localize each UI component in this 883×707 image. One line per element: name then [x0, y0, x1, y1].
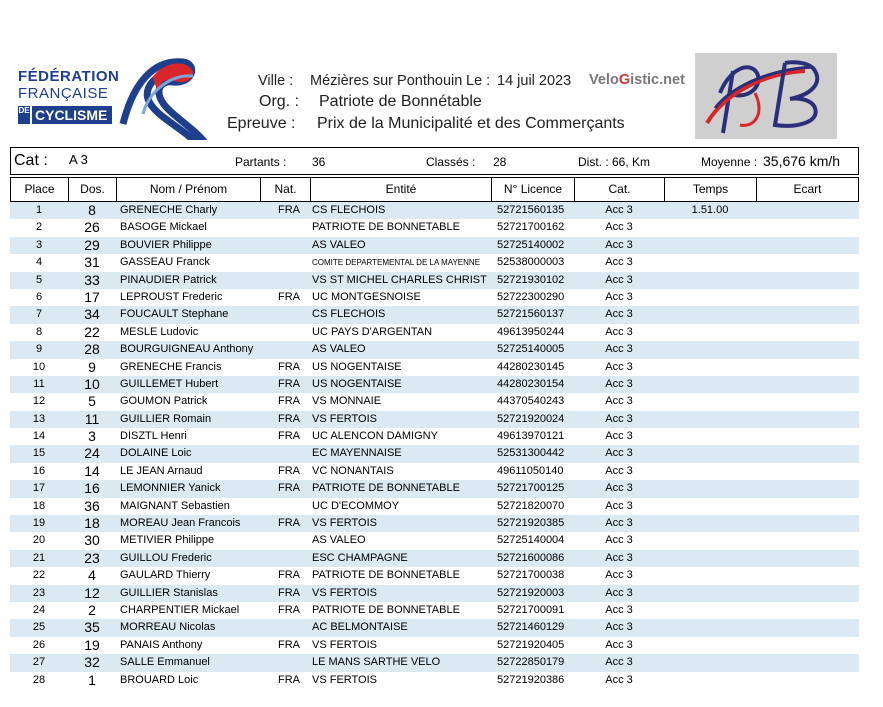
cell-entite: VC NONANTAIS: [312, 464, 394, 477]
cell-licence: 49613970121: [497, 430, 565, 443]
cell-place: 24: [32, 603, 46, 616]
cell-cat: Acc 3: [605, 499, 633, 512]
cell-dos: 16: [84, 480, 100, 497]
cell-dos: 19: [84, 636, 100, 653]
cell-dos: 36: [84, 497, 100, 514]
cell-dos: 32: [84, 654, 100, 671]
cell-place: 3: [35, 238, 43, 251]
table-row: [10, 654, 859, 671]
cell-nat: FRA: [278, 464, 300, 477]
cell-place: 13: [32, 412, 46, 425]
cell-dos: 14: [84, 462, 100, 479]
cell-dos: 8: [88, 202, 96, 218]
col-place: Place: [11, 178, 69, 201]
cell-place: 6: [35, 290, 43, 303]
cell-place: 2: [35, 221, 43, 234]
table-row: [10, 619, 859, 636]
cell-nat: FRA: [278, 517, 300, 530]
cell-licence: 52721600086: [497, 551, 565, 564]
table-row: [10, 411, 859, 428]
table-row: [10, 237, 859, 254]
cell-licence: 52721920405: [497, 638, 565, 651]
table-row: [10, 202, 859, 219]
table-row: [10, 602, 859, 619]
col-licence: N° Licence: [492, 178, 575, 201]
cell-place: 27: [32, 656, 46, 669]
cell-nom: GRENECHE Francis: [120, 360, 222, 373]
cell-place: 7: [35, 308, 43, 321]
cell-entite: AS VALEO: [312, 343, 366, 356]
cell-entite: COMITE DEPARTEMENTAL DE LA MAYENNE: [312, 258, 481, 268]
cell-place: 12: [32, 395, 46, 408]
table-row: [10, 445, 859, 462]
cell-dos: 2: [88, 601, 96, 618]
cell-nat: FRA: [278, 204, 300, 216]
cell-licence: 52721560137: [497, 308, 565, 321]
cell-licence: 49613950244: [497, 325, 565, 338]
cell-nom: METIVIER Philippe: [120, 534, 215, 547]
cell-licence: 52721920003: [497, 586, 565, 599]
cell-entite: VS MONNAIE: [312, 395, 382, 408]
cell-cat: Acc 3: [605, 360, 633, 373]
cell-cat: Acc 3: [605, 325, 633, 338]
cat-label: Cat :: [14, 152, 48, 169]
cell-nom: GUILLIER Romain: [120, 412, 212, 425]
cell-place: 14: [32, 430, 46, 443]
cell-cat: Acc 3: [605, 464, 633, 477]
cell-nat: FRA: [278, 430, 300, 443]
cell-cat: Acc 3: [605, 377, 633, 390]
col-nom: Nom / Prénom: [117, 178, 261, 201]
cell-place: 9: [35, 343, 43, 356]
cell-place: 18: [32, 499, 46, 512]
ffc-logo-line3: CYCLISME: [32, 106, 112, 124]
cell-nom: SALLE Emmanuel: [120, 656, 210, 669]
cell-dos: 26: [84, 219, 100, 236]
cell-place: 5: [35, 273, 43, 286]
table-row: [10, 515, 859, 532]
cell-cat: Acc 3: [605, 656, 633, 669]
date-label: Le :: [466, 73, 491, 89]
cell-cat: Acc 3: [605, 395, 633, 408]
cell-dos: 31: [84, 254, 100, 271]
classes-label: Classés :: [426, 155, 476, 169]
cell-entite: UC D'ECOMMOY: [312, 499, 400, 512]
cell-entite: LE MANS SARTHE VELO: [312, 656, 441, 669]
table-row: [10, 463, 859, 480]
cell-nat: FRA: [278, 586, 300, 599]
table-row: [10, 376, 859, 393]
classes-value: 28: [493, 155, 507, 169]
cell-cat: Acc 3: [605, 290, 633, 303]
cell-dos: 34: [84, 306, 100, 323]
cell-dos: 1: [88, 671, 96, 688]
cell-dos: 29: [84, 236, 100, 253]
cell-nat: FRA: [278, 603, 300, 616]
table-row: [10, 324, 859, 341]
cell-licence: 52722300290: [497, 290, 565, 303]
cell-nat: FRA: [278, 290, 300, 303]
cell-nom: MORREAU Nicolas: [120, 621, 216, 634]
cell-dos: 11: [84, 410, 100, 427]
cell-nom: LEPROUST Frederic: [120, 290, 223, 303]
cell-licence: 52538000003: [497, 256, 565, 269]
table-row: [10, 567, 859, 584]
cell-nat: FRA: [278, 638, 300, 651]
cell-cat: Acc 3: [605, 551, 633, 564]
cell-entite: UC MONTGESNOISE: [312, 290, 421, 303]
partants-label: Partants :: [235, 155, 287, 169]
cell-entite: CS FLECHOIS: [312, 308, 386, 321]
cell-entite: VS FERTOIS: [312, 638, 378, 651]
cell-dos: 10: [84, 375, 100, 392]
cell-nom: BROUARD Loic: [120, 673, 199, 686]
col-ecart: Ecart: [793, 182, 822, 196]
cell-entite: US NOGENTAISE: [312, 377, 402, 390]
cell-place: 11: [33, 377, 45, 390]
cell-nom: GOUMON Patrick: [120, 395, 208, 408]
table-row: [10, 306, 859, 323]
table-row: [10, 219, 859, 236]
cell-cat: Acc 3: [605, 621, 633, 634]
cell-licence: 52721920385: [497, 517, 565, 530]
cell-cat: Acc 3: [605, 308, 633, 321]
table-row: [10, 637, 859, 654]
cell-nat: FRA: [278, 377, 300, 390]
col-entite: Entité: [311, 178, 492, 201]
cell-entite: VS ST MICHEL CHARLES CHRIST: [312, 273, 487, 286]
cell-nat: FRA: [278, 395, 300, 408]
cell-dos: 17: [84, 288, 100, 305]
cell-place: 26: [32, 638, 46, 651]
date-value: 14 juil 2023: [497, 73, 572, 89]
cell-nom: MESLE Ludovic: [120, 325, 199, 338]
cell-licence: 52721460129: [497, 621, 565, 634]
moyenne-value: 35,676 km/h: [763, 153, 841, 169]
cell-place: 17: [32, 482, 46, 495]
cell-entite: AS VALEO: [312, 534, 366, 547]
cell-cat: Acc 3: [605, 586, 633, 599]
table-row: [10, 428, 859, 445]
table-row: [10, 289, 859, 306]
cell-licence: 52725140004: [497, 534, 565, 547]
cell-licence: 52721700091: [497, 603, 565, 616]
cell-place: 22: [32, 569, 46, 582]
table-row: [10, 480, 859, 497]
cell-entite: VS FERTOIS: [312, 586, 378, 599]
cell-nat: FRA: [278, 482, 300, 495]
epreuve-label: Epreuve :: [227, 115, 296, 132]
cell-place: 19: [32, 517, 46, 530]
cell-entite: CS FLECHOIS: [312, 204, 386, 216]
org-label: Org. :: [259, 93, 300, 110]
table-row: [10, 585, 859, 602]
cell-cat: Acc 3: [605, 204, 633, 216]
table-row: [10, 341, 859, 358]
cell-nom: GUILLIER Stanislas: [120, 586, 218, 599]
table-row: [10, 498, 859, 515]
cell-dos: 12: [84, 584, 100, 601]
cell-entite: AS VALEO: [312, 238, 366, 251]
cell-licence: 52721700038: [497, 569, 565, 582]
cell-dos: 4: [88, 567, 96, 584]
cell-cat: Acc 3: [605, 412, 633, 425]
cell-nat: FRA: [278, 360, 300, 373]
cell-dos: 18: [84, 515, 100, 532]
cell-nom: FOUCAULT Stephane: [120, 308, 229, 321]
cell-place: 25: [32, 621, 46, 634]
cell-place: 8: [35, 325, 43, 338]
cell-licence: 52725140002: [497, 238, 565, 251]
col-nat: Nat.: [261, 178, 311, 201]
cell-cat: Acc 3: [605, 482, 633, 495]
cell-nom: LEMONNIER Yanick: [120, 482, 221, 495]
cell-entite: UC ALENCON DAMIGNY: [312, 430, 438, 443]
cell-licence: 52721700125: [497, 482, 565, 495]
cell-cat: Acc 3: [605, 673, 633, 686]
cell-cat: Acc 3: [605, 569, 633, 582]
cell-nom: BOURGUIGNEAU Anthony: [120, 343, 254, 356]
cell-entite: PATRIOTE DE BONNETABLE: [312, 221, 460, 234]
cell-place: 10: [32, 360, 46, 373]
cell-cat: Acc 3: [605, 221, 633, 234]
ffc-logo: [18, 54, 208, 140]
cell-licence: 52721820070: [497, 499, 565, 512]
cell-nom: CHARPENTIER Mickael: [120, 603, 240, 616]
results-table-header: [10, 177, 859, 202]
cell-dos: 3: [88, 428, 96, 445]
cell-cat: Acc 3: [605, 343, 633, 356]
cell-entite: EC MAYENNAISE: [312, 447, 402, 460]
ffc-swirl-icon: [113, 54, 208, 140]
cell-nom: MOREAU Jean Francois: [120, 517, 241, 530]
cell-nom: GAULARD Thierry: [120, 569, 211, 582]
cell-entite: PATRIOTE DE BONNETABLE: [312, 603, 460, 616]
cell-entite: PATRIOTE DE BONNETABLE: [312, 482, 460, 495]
club-logo-icon: [695, 53, 837, 139]
cell-dos: 24: [84, 445, 100, 462]
cell-cat: Acc 3: [605, 517, 633, 530]
cell-dos: 35: [84, 619, 100, 636]
cell-cat: Acc 3: [605, 603, 633, 616]
cell-entite: PATRIOTE DE BONNETABLE: [312, 569, 460, 582]
table-row: [10, 532, 859, 549]
cell-cat: Acc 3: [605, 534, 633, 547]
cell-entite: VS FERTOIS: [312, 517, 378, 530]
cell-dos: 9: [88, 358, 96, 375]
cell-entite: VS FERTOIS: [312, 673, 378, 686]
cell-nom: BOUVIER Philippe: [120, 238, 212, 251]
cell-entite: VS FERTOIS: [312, 412, 378, 425]
cell-licence: 52531300442: [497, 447, 565, 460]
cell-cat: Acc 3: [605, 430, 633, 443]
cell-licence: 44370540243: [497, 395, 565, 408]
cell-nom: MAIGNANT Sebastien: [120, 499, 230, 512]
velogistic-brand: VeloGistic.net: [589, 72, 685, 88]
club-logo: [695, 53, 837, 139]
cell-nom: BASOGE Mickael: [120, 221, 207, 234]
cell-dos: 28: [84, 341, 100, 358]
cell-dos: 30: [84, 532, 100, 549]
cell-dos: 5: [88, 393, 96, 410]
results-table-body: [10, 202, 859, 689]
distance-label: Dist. : 66, Km: [578, 155, 651, 169]
cell-entite: US NOGENTAISE: [312, 360, 402, 373]
cell-entite: ESC CHAMPAGNE: [312, 551, 408, 564]
cell-place: 20: [32, 534, 46, 547]
cell-temps: 1.51.00: [691, 204, 729, 216]
cell-nom: GRENECHE Charly: [120, 204, 218, 216]
col-temps: Temps: [665, 178, 757, 201]
cell-entite: UC PAYS D'ARGENTAN: [312, 325, 433, 338]
cell-dos: 23: [84, 549, 100, 566]
moyenne-label: Moyenne :: [701, 155, 758, 169]
table-row: [10, 254, 859, 271]
ville-label: Ville :: [258, 73, 294, 89]
category-summary-bar: [10, 147, 859, 175]
table-row: [10, 359, 859, 376]
cell-licence: 44280230154: [497, 377, 565, 390]
table-row: [10, 393, 859, 410]
cell-dos: 33: [84, 271, 100, 288]
table-row: [10, 272, 859, 289]
partants-value: 36: [312, 155, 326, 169]
org-value: Patriote de Bonnétable: [319, 93, 482, 110]
cell-cat: Acc 3: [605, 638, 633, 651]
ffc-logo-de: DE: [18, 106, 30, 124]
cell-entite: AC BELMONTAISE: [312, 621, 408, 634]
col-dos: Dos.: [69, 178, 117, 201]
cell-nom: GUILLEMET Hubert: [120, 377, 219, 390]
cell-nom: PINAUDIER Patrick: [120, 273, 217, 286]
cell-nom: GASSEAU Franck: [120, 256, 210, 269]
cell-licence: 49611050140: [497, 464, 564, 477]
cell-dos: 22: [84, 323, 100, 340]
cell-nom: GUILLOU Frederic: [120, 551, 212, 564]
cell-nom: DISZTL Henri: [120, 430, 187, 443]
cat-value: A 3: [69, 152, 88, 167]
cell-nom: LE JEAN Arnaud: [120, 464, 203, 477]
cell-nom: DOLAINE Loic: [120, 447, 192, 460]
table-row: [10, 672, 859, 689]
col-cat: Cat.: [575, 178, 665, 201]
cell-place: 4: [35, 256, 43, 269]
cell-place: 28: [32, 673, 46, 686]
cell-nat: FRA: [278, 569, 300, 582]
cell-licence: 44280230145: [497, 360, 565, 373]
ffc-logo-line1: FÉDÉRATION: [18, 68, 120, 85]
cell-place: 23: [32, 586, 46, 599]
cell-licence: 52721930102: [497, 273, 565, 286]
epreuve-value: Prix de la Municipalité et des Commerçants: [317, 115, 625, 132]
cell-place: 21: [32, 551, 46, 564]
cell-cat: Acc 3: [605, 256, 633, 269]
cell-nom: PANAIS Anthony: [120, 638, 203, 651]
cell-licence: 52721920024: [497, 412, 565, 425]
cell-place: 15: [32, 447, 46, 460]
ville-value: Mézières sur Ponthouin: [310, 73, 463, 89]
cell-licence: 52725140005: [497, 343, 565, 356]
cell-cat: Acc 3: [605, 238, 633, 251]
cell-licence: 52722850179: [497, 656, 565, 669]
cell-licence: 52721920386: [497, 673, 565, 686]
cell-place: 16: [32, 464, 46, 477]
cell-nat: FRA: [278, 412, 300, 425]
cell-licence: 52721700162: [497, 221, 565, 234]
cell-licence: 52721560135: [497, 204, 565, 216]
table-row: [10, 550, 859, 567]
cell-nat: FRA: [278, 673, 300, 686]
cell-cat: Acc 3: [605, 447, 633, 460]
ffc-logo-line2: FRANÇAISE: [18, 85, 109, 102]
cell-cat: Acc 3: [605, 273, 633, 286]
cell-place: 1: [35, 204, 43, 216]
